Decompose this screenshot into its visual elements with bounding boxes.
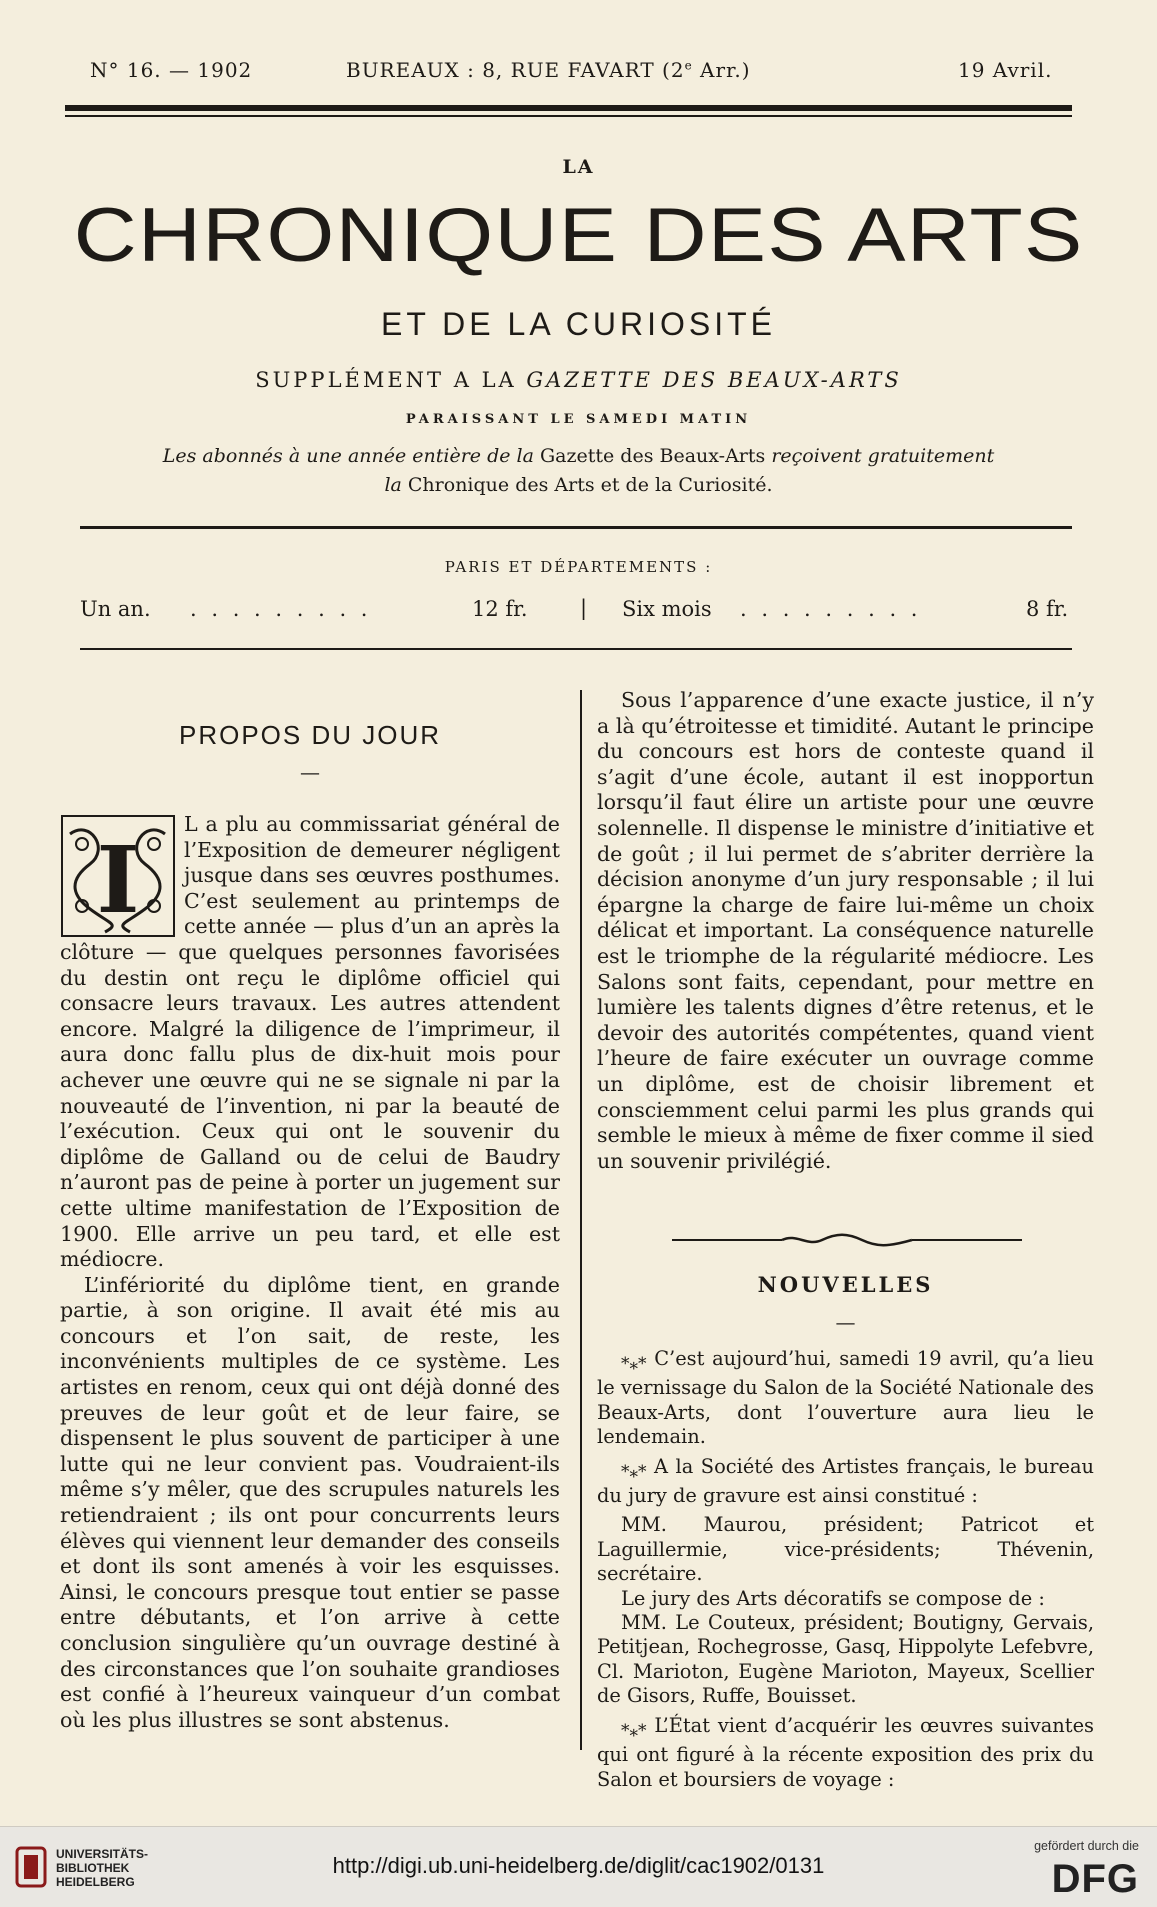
masthead-rule-thin [65, 115, 1072, 117]
footer-bar [0, 1826, 1157, 1907]
page-title: CHRONIQUE DES ARTS [73, 193, 1084, 278]
subscription-six-dots: . . . . . . . . . [740, 597, 922, 621]
news-item-2: *⁎* A la Société des Artistes français, le bureau du jury de gravure est ainsi constitué : [597, 1454, 1094, 1508]
dfg-caption: gefördert durch die [1034, 1839, 1139, 1853]
issue-date: 19 Avril. [958, 58, 1053, 82]
propos-paragraph-1: L a plu au commissariat général de l’Exposition de demeurer négligent jusque dans ses œuvres posthumes. C’est seulement au printemps de cette année — plus d’un an après la clôture — que quelques personnes favorisées du destin ont reçu le diplôme officiel qui consacre leurs travaux. Les autres attendent encore. Malgré la diligence de l’imprimeur, il aura donc fallu plus de dix-huit mois pour achever une œuvre qui ne se signale ni par la nouveauté de l’invention, ni par la beauté de l’exécution. Ceux qui ont le souvenir du diplôme de Galland ou de celui de Baudry n’auront pas de peine à porter un jugement sur cette ultime manifestation de l’Exposition de 1900. Elle arrive un peu tard, et elle est médiocre. [60, 812, 560, 1272]
rule-above-subscription [80, 526, 1072, 529]
supplement-line: SUPPLÉMENT A LA GAZETTE DES BEAUX-ARTS [255, 368, 902, 392]
abonnes-line-1: Les abonnés à une année entière de la Gazette des Beaux-Arts reçoivent gratuitement [162, 445, 995, 467]
propos-du-jour-title: PROPOS DU JOUR [178, 720, 442, 750]
right-column-text [597, 688, 1094, 1174]
left-column-text [60, 812, 560, 1733]
university-name: UNIVERSITÄTS- BIBLIOTHEK HEIDELBERG [56, 1847, 149, 1889]
propos-paragraph-3: Sous l’apparence d’une exacte justice, il n’y a là qu’étroitesse et timidité. Autant le principe du concours est hors de conteste quand il s’agit d’une école, autant il est inopportun lorsqu’il faut élire un artiste pour une œuvre solennelle. Il dispense le ministre d’initiative et de goût ; il lui permet de s’abriter derrière la décision anonyme d’un jury responsable ; il lui épargne la charge de faire lui-même un choix délicat et important. La conséquence naturelle est le triomphe de la régularité médiocre. Les Salons sont faits, cependant, pour mettre en lumière les talents dignes d’être retenus, et le devoir des autorités compétentes, quand vient l’heure de faire exécuter un ouvrage comme un diplôme, est de choisir librement et consciemment celui parmi les plus grands qui semble le mieux à même de fixer comme il sied un souvenir privilégié. [597, 688, 1094, 1173]
dropcap-letter: I [96, 826, 140, 934]
subscription-year-dots: . . . . . . . . . [190, 597, 372, 621]
dfg-logo: DFG [1051, 1857, 1139, 1901]
nouvelles-text [597, 1347, 1094, 1792]
issue-number: N° 16. — 1902 [90, 58, 253, 82]
ornamental-rule [672, 1232, 1022, 1246]
subscription-heading: PARIS ET DÉPARTEMENTS : [444, 558, 713, 576]
title-la: LA [562, 156, 595, 178]
column-divider [580, 690, 582, 1750]
nouvelles-title: NOUVELLES [757, 1272, 934, 1297]
title-subtitle: ET DE LA CURIOSITÉ [380, 306, 777, 342]
masthead-rule-thick [65, 105, 1072, 111]
rule-below-subscription [80, 648, 1072, 650]
abonnes-line-2: la Chronique des Arts et de la Curiosité. [384, 474, 773, 496]
news-item-3: MM. Maurou, président; Patricot et Laguillermie, vice-présidents; Thévenin, secrétaire. [597, 1513, 1094, 1586]
subscription-year-price: 12 fr. [472, 597, 528, 621]
subscription-separator: | [580, 596, 588, 620]
source-url-link[interactable]: http://digi.ub.uni-heidelberg.de/diglit/cac1902/0131 [332, 1853, 825, 1878]
propos-paragraph-2: L’infériorité du diplôme tient, en grande partie, à son origine. Il avait été mis au concours et l’on sait, de reste, les inconvénients multiples de ce système. Les artistes en renom, ceux qui ont déjà donné des preuves de leur goût et de leur faire, se dispensent le plus souvent de participer à une lutte qui ne leur convient pas. Voudraient-ils même s’y mêler, que des scrupules naturels les retiendraient ; ils ont pour concurrents leurs élèves qui viennent leur demander des conseils et dont ils sont amenés à voir les esquisses. Ainsi, le concours presque tout entier se passe entre débutants, et l’on arrive à cette conclusion singulière qu’un ouvrage destiné à des circonstances que l’on souhaite grandioses est confié à l’heureux vainqueur d’un combat où les plus illustres se sont abstenus. [60, 1272, 560, 1732]
propos-title-dash: — [300, 760, 320, 784]
parution-line: PARAISSANT LE SAMEDI MATIN [405, 412, 752, 427]
subscription-year-label: Un an. [80, 597, 151, 621]
bureaux-address: BUREAUX : 8, RUE FAVART (2e Arr.) [346, 58, 751, 82]
news-item-1: *⁎* C’est aujourd’hui, samedi 19 avril, qu’a lieu le vernissage du Salon de la Société Nationale des Beaux-Arts, dont l’ouverture aura lieu le lendemain. [597, 1347, 1095, 1449]
news-item-6: *⁎* L’État vient d’acquérir les œuvres suivantes qui ont figuré à la récente exposition des prix du Salon et boursiers de voyage : [597, 1713, 1094, 1791]
news-item-4: Le jury des Arts décoratifs se compose de : [621, 1586, 1045, 1610]
subscription-six-price: 8 fr. [1026, 597, 1069, 621]
news-item-5: MM. Le Couteux, président; Boutigny, Gervais, Petitjean, Rochegrosse, Gasq, Hippolyte Lefebvre, Cl. Marioton, Eugène Marioton, Mayeux, Scellier de Gisors, Ruffe, Bouisset. [597, 1611, 1094, 1708]
nouvelles-title-dash: — [835, 1310, 856, 1334]
ornate-dropcap [60, 814, 176, 938]
subscription-six-label: Six mois [622, 597, 712, 621]
